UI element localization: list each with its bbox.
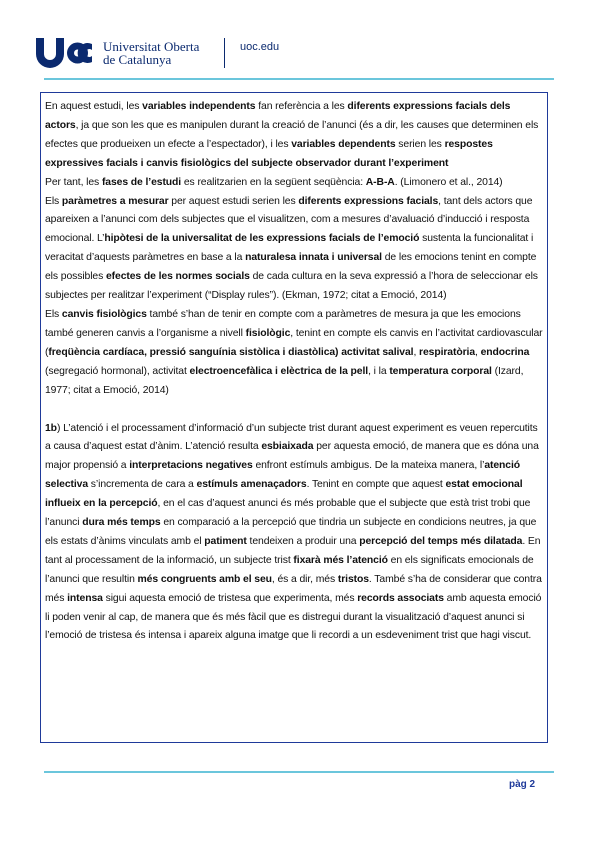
text-run: En aquest estudi, les [45, 101, 143, 112]
text-run: , és a dir, més [271, 573, 338, 585]
bold-text-run: temperatura corporal [389, 365, 492, 377]
bold-text-run: 1b [45, 422, 57, 434]
bold-text-run: intensa [67, 592, 103, 604]
bold-text-run: atenció selectiva [45, 460, 521, 491]
bold-text-run: respiratòria [419, 346, 476, 358]
text-run: sustenta la funcionalitat i veracitat d’aquests paràmetres en base a la [45, 233, 534, 264]
bold-text-run: diferents expressions facials dels actors [45, 101, 511, 131]
bold-text-run: variables independents [142, 101, 256, 112]
body-paragraph [45, 306, 545, 401]
bold-text-run: activitat salival [341, 346, 414, 358]
bold-text-run: diferents expressions facials [298, 195, 439, 207]
bold-text-run: fixarà més l’atenció [293, 554, 388, 566]
bold-text-run: esbiaixada [261, 441, 314, 453]
university-name-line2: de Catalunya [103, 52, 172, 67]
text-run: tendeixen a produir una [246, 535, 360, 547]
text-run: de cada cultura en la seva expressió a l’hora de seleccionar els subjectes per realitzar l’experiment (“Display rules”). (Ekman, 1972; citat a Emoció, 2014) [45, 271, 538, 302]
bold-text-run: fases de l’estudi [101, 176, 182, 188]
text-run: en comparació a la percepció que tindria un subjecte en condicions neutres, ja que els estats d’ànims vinculats amb el [45, 517, 537, 547]
uoc-url-link[interactable]: uoc.edu [240, 41, 280, 53]
text-run: amb aquesta emoció li poden venir al cap, de manera que és més fàcil que es distregui durant la visualització d’aquest anunci si l’emoció de tristesa és intensa i apareix alguna imatge que li recordi a un esdeveniment trist que hagi viscut. [45, 592, 542, 642]
bold-text-run: electroencefàlica i elèctrica de la pell [189, 365, 369, 377]
text-run: , tant dels actors que apareixen a l’anunci com dels subjectes que el visualitzen, com a mesures d’avaluació d’inducció i resposta emocional. L’ [45, 195, 533, 245]
header-divider [224, 38, 225, 68]
uoc-logo [36, 38, 98, 73]
text-run: en els significats emocionals de l’anunci que resultin [45, 554, 534, 585]
text-run: es realitzarien en la següent seqüència: [181, 176, 366, 188]
text-run: . (Limonero et al., 2014) [394, 176, 503, 188]
bold-text-run: efectes de les normes socials [105, 271, 250, 283]
text-run: serien les [395, 138, 445, 150]
bold-text-run: paràmetres a mesurar [61, 195, 169, 207]
text-run: també s’han de tenir en compte com a paràmetres de mesura ja que les emocions també generen canvis a l’organisme a nivell [45, 308, 521, 339]
text-run: per aquest estudi serien les [168, 195, 299, 207]
text-run: per aquesta emoció, de manera que es dóna una major propensió a [45, 441, 539, 472]
university-name [103, 40, 199, 66]
text-run: , tenint en compte els canvis en l’activitat cardiovascular ( [45, 327, 543, 358]
text-run: . També s’ha de considerar que contra més [45, 573, 542, 604]
text-run: Per tant, les [45, 176, 102, 188]
text-run: Els [45, 308, 62, 320]
body-paragraph [45, 98, 545, 174]
text-run: enfront estímuls ambigus. De la mateixa manera, l’ [252, 460, 485, 472]
body-paragraph [45, 193, 545, 306]
bold-text-run: records associats [357, 592, 444, 604]
text-run: . Tenint en compte que aquest [306, 479, 446, 491]
body-paragraph [45, 174, 545, 193]
bold-text-run: tristos [337, 573, 369, 585]
text-run: sigui aquesta emoció de tristesa que experimenta, més [102, 592, 358, 604]
bold-text-run: endocrina [480, 346, 530, 358]
bold-text-run: fisiològic [245, 327, 291, 339]
bold-text-run: més congruents amb el seu [137, 573, 272, 585]
bold-text-run: variables dependents [291, 138, 396, 150]
text-run: de les emocions tenint en compte els possibles [45, 252, 537, 283]
text-run: . En tant al processament de la informació, un subjecte trist [45, 535, 541, 566]
page-number: pàg 2 [509, 779, 536, 790]
header-rule [44, 78, 554, 80]
bold-text-run: dura més temps [82, 517, 161, 529]
text-run: , ja que son les que es manipulen durant la creació de l’anunci (és a dir, les causes que determinen els efectes que produeixen un efecte a l’espectador), i les [45, 119, 539, 150]
bold-text-run: canvis fisiològics [61, 308, 147, 320]
bold-text-run: estímuls amenaçadors [196, 479, 307, 491]
bold-text-run: interpretacions negatives [129, 460, 253, 472]
bold-text-run: patiment [204, 535, 247, 547]
document-body [45, 98, 545, 646]
text-run: ) L’atenció i el processament d’informació d’un subjecte trist durant aquest experiment es veuen repercutits a causa d’aquest estat d’ànim. L’atenció resulta [45, 422, 538, 453]
text-run: Els [45, 195, 62, 207]
page-header [0, 0, 600, 90]
bold-text-run: A-B-A [365, 176, 395, 188]
university-name-line1: Universitat Oberta [103, 39, 200, 54]
text-run: , [413, 346, 420, 358]
bold-text-run: respostes expressives facials i canvis fisiològics del subjecte observador durant l’experiment [45, 138, 493, 169]
bold-text-run: estat emocional influeix en la percepció [45, 479, 523, 510]
text-run: , i la [368, 365, 390, 377]
bold-text-run: hipòtesi de la universalitat de les expressions facials de l’emoció [104, 233, 420, 245]
text-run: (segregació hormonal), activitat [45, 365, 190, 377]
bold-text-run: percepció del temps més dilatada [359, 535, 523, 547]
text-run: s’incrementa de cara a [88, 479, 197, 491]
footer-rule [44, 771, 554, 773]
bold-text-run: freqüència cardíaca, pressió sanguínia sistòlica i diastòlica) [48, 346, 339, 358]
text-run: fan referència a les [255, 101, 348, 112]
body-paragraph [45, 420, 545, 647]
bold-text-run: naturalesa innata i universal [245, 252, 382, 264]
text-run: , [475, 346, 481, 358]
text-run: , en el cas d’aquest anunci és més probable que el subjecte que està trist trobi que l’anunci [45, 498, 531, 529]
text-run: (Izard, 1977; citat a Emoció, 2014) [45, 365, 524, 396]
